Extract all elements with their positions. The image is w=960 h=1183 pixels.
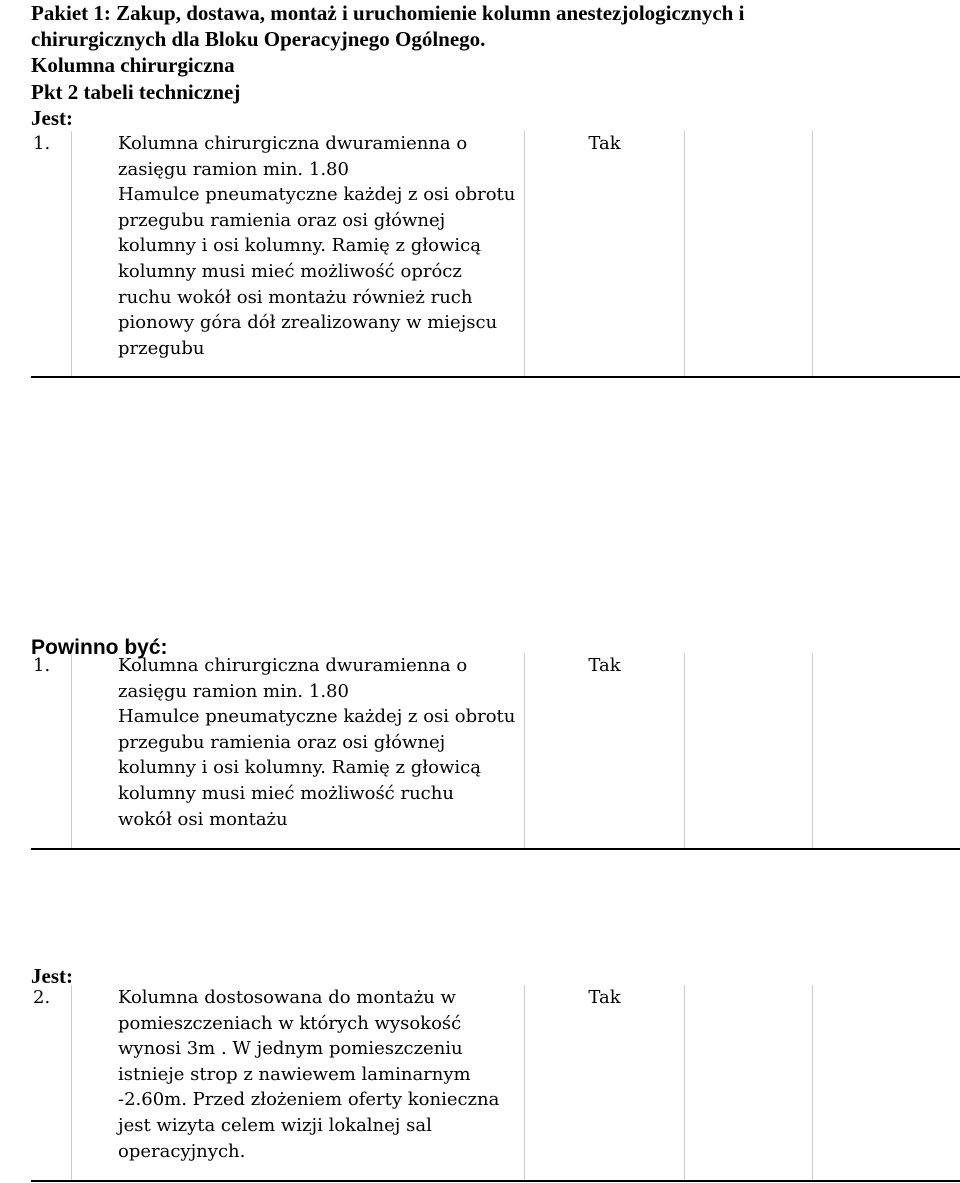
spec-table-current-2: [31, 985, 960, 1182]
item-answer-cell: [525, 131, 685, 377]
table-row: [31, 131, 960, 377]
item-number: 2.: [33, 987, 51, 1008]
item-answer: Tak: [588, 133, 621, 154]
table-row: [31, 653, 960, 849]
item-description: Kolumna dostosowana do montażu w pomieszczeniach w których wysokość wynosi 3m . W jednym pomieszczeniu istnieje strop z nawiewem laminarnym -2.60m. Przed złożeniem oferty konieczna jest wizyta celem wizji lokalnej sal operacyjnych.: [118, 987, 500, 1162]
header-line-4: Pkt 2 tabeli technicznej: [31, 80, 241, 104]
item-answer-cell: [525, 653, 685, 849]
empty-cell: [685, 653, 813, 849]
item-description: Kolumna chirurgiczna dwuramienna o zasięgu ramion min. 1.80 Hamulce pneumatyczne każdej z osi obrotu przegubu ramienia oraz osi głównej kolumny i osi kolumny. Ramię z głowicą kolumny musi mieć możliwość ruchu wokół osi montażu: [118, 655, 516, 830]
table-row: [31, 985, 960, 1181]
item-number: 1.: [33, 133, 51, 154]
item-number-cell: [31, 985, 72, 1181]
item-number-cell: [31, 653, 72, 849]
item-description-cell: [72, 985, 525, 1181]
item-description-cell: [72, 653, 525, 849]
item-number-cell: [31, 131, 72, 377]
item-description: Kolumna chirurgiczna dwuramienna o zasięgu ramion min. 1.80 Hamulce pneumatyczne każdej z osi obrotu przegubu ramienia oraz osi głównej kolumny i osi kolumny. Ramię z głowicą kolumny musi mieć możliwość oprócz ruchu wokół osi montażu również ruch pionowy góra dół zrealizowany w miejscu przegubu: [118, 133, 516, 359]
spec-table-current: [31, 131, 960, 378]
empty-cell: [813, 131, 960, 377]
section-label-jest: Jest:: [31, 106, 73, 130]
empty-cell: [813, 985, 960, 1181]
section-label-jest: Jest:: [31, 964, 73, 988]
header-line-3: Kolumna chirurgiczna: [31, 53, 235, 77]
empty-cell: [685, 985, 813, 1181]
item-description-cell: [72, 131, 525, 377]
header-line-1: Pakiet 1: Zakup, dostawa, montaż i uruchomienie kolumn anestezjologicznych i: [31, 1, 745, 25]
item-answer: Tak: [588, 987, 621, 1008]
item-number: 1.: [33, 655, 51, 676]
item-answer: Tak: [588, 655, 621, 676]
empty-cell: [685, 131, 813, 377]
section-label-powinno-byc: Powinno być:: [31, 636, 168, 659]
spec-table-proposed: [31, 653, 960, 850]
item-answer-cell: [525, 985, 685, 1181]
header-line-2: chirurgicznych dla Bloku Operacyjnego Ogólnego.: [31, 27, 486, 51]
empty-cell: [813, 653, 960, 849]
